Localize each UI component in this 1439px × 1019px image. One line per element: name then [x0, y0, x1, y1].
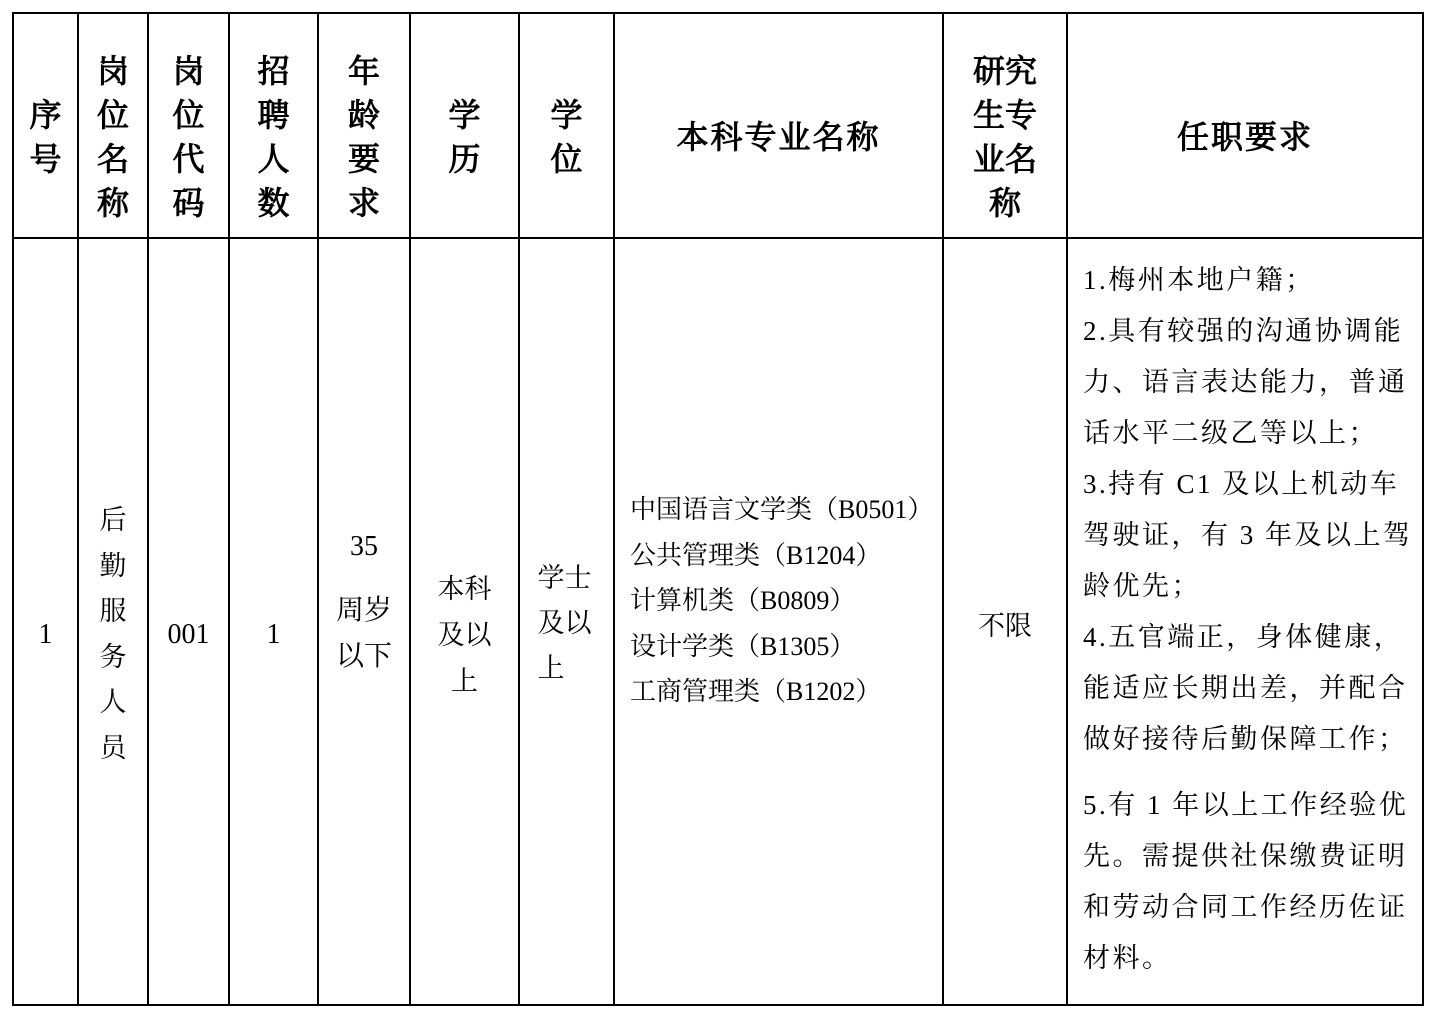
- cell-position-code: [148, 238, 229, 1005]
- header-undergrad-majors-label: 本科专业名称: [676, 118, 881, 155]
- table-header-row: [13, 13, 1423, 238]
- requirement-line: 3.持有 C1 及以上机动车: [1083, 468, 1400, 499]
- requirement-line: 做好接待后勤保障工作；: [1083, 723, 1408, 754]
- headcount-value: 1: [266, 619, 281, 651]
- cell-education: [410, 238, 519, 1005]
- position-code-value: 001: [167, 619, 210, 651]
- requirement-line: 先。需提供社保缴费证明: [1083, 840, 1408, 871]
- header-degree: [519, 13, 614, 238]
- header-seq: [13, 13, 78, 238]
- requirement-line: 4.五官端正，身体健康，: [1083, 621, 1404, 652]
- cell-degree: [519, 238, 614, 1005]
- header-education-label: 学历: [448, 96, 481, 177]
- requirement-line: 能适应长期出差，并配合: [1083, 672, 1408, 703]
- age-text: 周岁以下: [335, 595, 392, 672]
- header-position-name-label: 岗位名称: [96, 52, 129, 221]
- cell-headcount: [229, 238, 318, 1005]
- requirement-item: [1083, 780, 1422, 984]
- requirement-line: 驾驶证，有 3 年及以上驾: [1083, 519, 1413, 550]
- header-age: [318, 13, 410, 238]
- header-position-code: [148, 13, 229, 238]
- cell-seq: [13, 238, 78, 1005]
- requirement-line: 力、语言表达能力，普通: [1083, 366, 1408, 397]
- header-position-name: [78, 13, 148, 238]
- major-item: 公共管理类（B1204）: [630, 540, 882, 570]
- grad-majors-value: 不限: [978, 611, 1032, 642]
- seq-value: 1: [38, 619, 53, 651]
- table-row: [13, 238, 1423, 1005]
- education-value: 本科及以上: [437, 573, 492, 696]
- requirement-item: [1083, 612, 1422, 765]
- position-name-value: 后勤服务人员: [99, 505, 127, 763]
- cell-undergrad-majors: [614, 238, 943, 1005]
- age-number: 35: [350, 531, 378, 562]
- header-undergrad-majors: [614, 13, 943, 238]
- major-item: 计算机类（B0809）: [630, 586, 856, 616]
- major-item: 中国语言文学类（B0501）: [630, 495, 934, 525]
- cell-age: [318, 238, 410, 1005]
- header-seq-label: 序号: [29, 96, 62, 177]
- requirement-line: 1.梅州本地户籍；: [1083, 264, 1315, 295]
- requirement-line: 话水平二级乙等以上；: [1083, 417, 1378, 448]
- requirement-line: 2.具有较强的沟通协调能: [1083, 315, 1404, 346]
- degree-value: 学士及以上: [537, 563, 592, 684]
- header-degree-label: 学位: [550, 96, 583, 177]
- header-position-code-label: 岗位代码: [172, 52, 205, 221]
- header-age-label: 年龄要求: [347, 52, 380, 221]
- header-requirements-label: 任职要求: [1176, 118, 1313, 155]
- header-grad-majors: [943, 13, 1067, 238]
- requirement-item: [1083, 306, 1422, 459]
- header-requirements: [1067, 13, 1423, 238]
- header-education: [410, 13, 519, 238]
- major-item: 设计学类（B1305）: [630, 631, 856, 661]
- header-headcount-label: 招聘人数: [257, 52, 290, 221]
- recruitment-table: [12, 12, 1424, 1006]
- major-item: 工商管理类（B1202）: [630, 677, 882, 707]
- header-grad-majors-label: 研究生专业名称: [972, 52, 1037, 221]
- cell-position-name: [78, 238, 148, 1005]
- requirement-item: [1083, 255, 1422, 306]
- header-headcount: [229, 13, 318, 238]
- cell-grad-majors: [943, 238, 1067, 1005]
- cell-requirements: [1067, 238, 1423, 1005]
- requirement-line: 材料。: [1083, 942, 1172, 973]
- requirement-line: 5.有 1 年以上工作经验优: [1083, 789, 1409, 820]
- requirement-line: 龄优先；: [1083, 570, 1201, 601]
- requirement-item: [1083, 459, 1422, 612]
- requirement-line: 和劳动合同工作经历佐证: [1083, 891, 1408, 922]
